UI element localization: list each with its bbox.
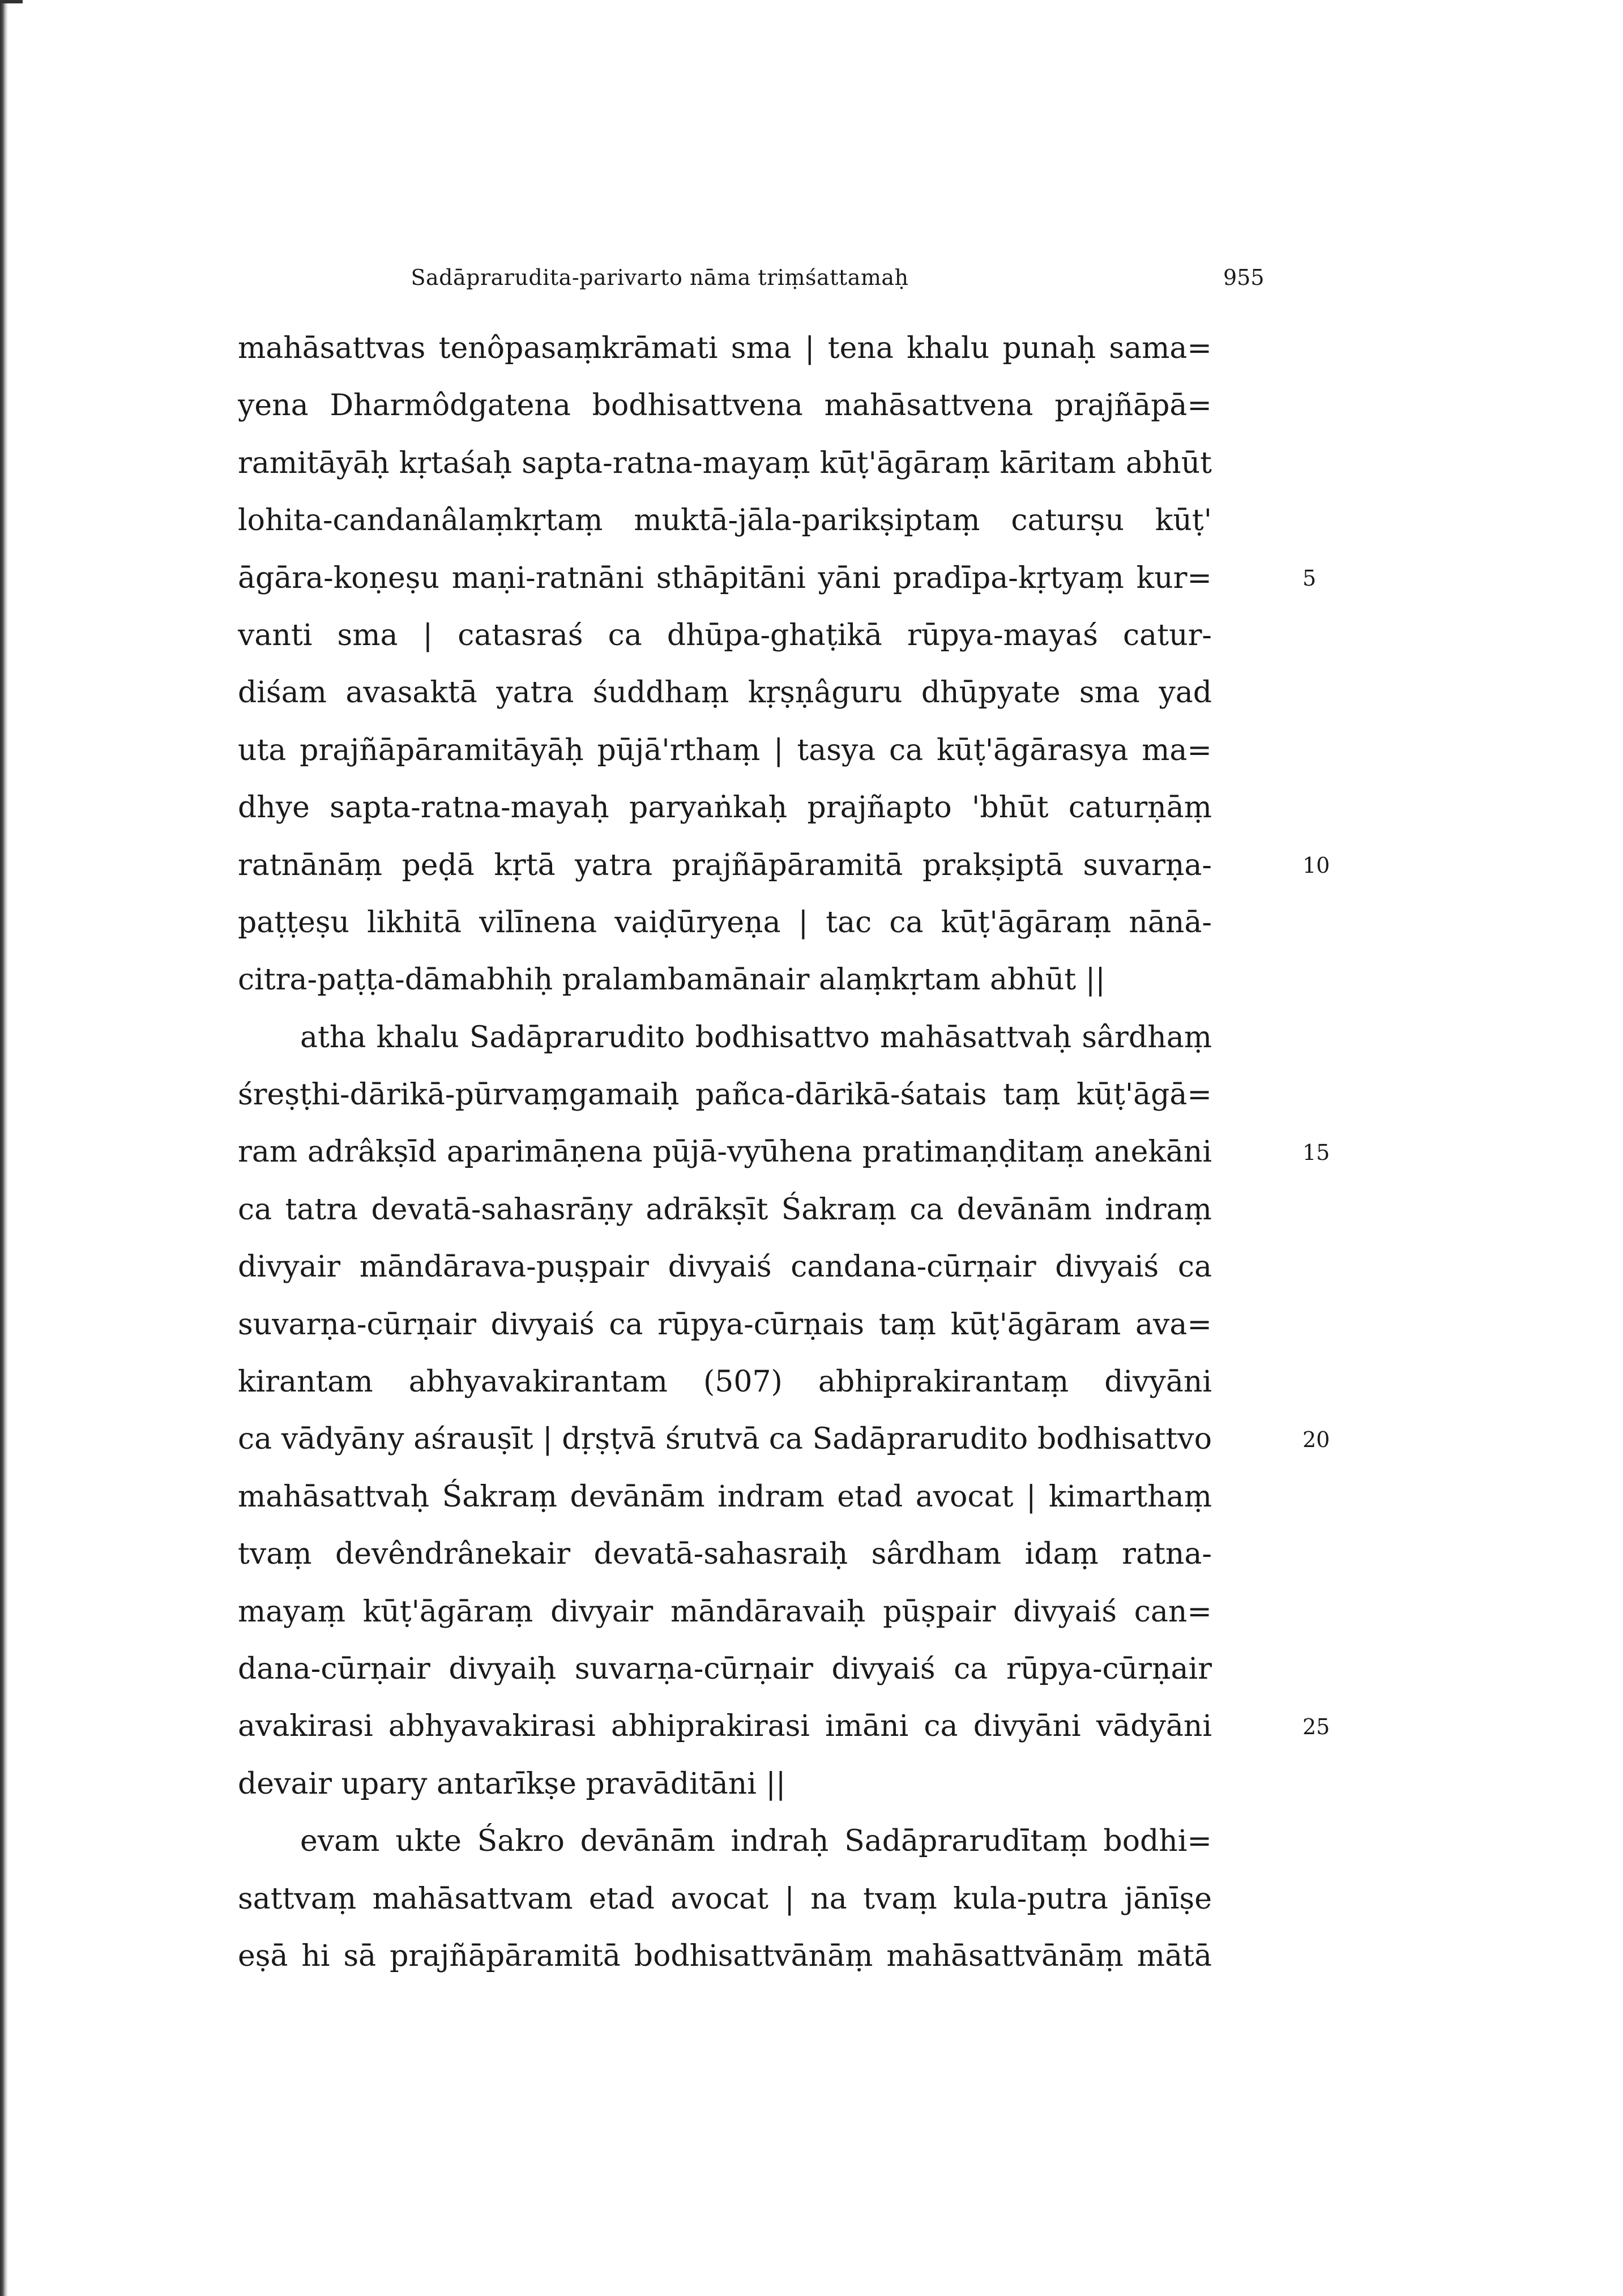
text-line: sattvaṃ mahāsattvam etad avocat | na tvaṃ kula-putra jānīṣe — [238, 1881, 1212, 1916]
text-line: ca tatra devatā-sahasrāṇy adrākṣīt Śakraṃ ca devānām indraṃ — [238, 1192, 1212, 1227]
text-line: ramitāyāḥ kṛtaśaḥ sapta-ratna-mayaṃ kūṭ'āgāraṃ kāritam abhūt — [238, 446, 1212, 480]
text-line: eṣā hi sā prajñāpāramitā bodhisattvānāṃ mahāsattvānāṃ mātā — [238, 1939, 1212, 1973]
text-line: mahāsattvas tenôpasaṃkrāmati sma | tena khalu punaḥ sama= — [238, 331, 1212, 365]
text-line: evam ukte Śakro devānām indraḥ Sadāprarudītaṃ bodhi= — [300, 1824, 1212, 1859]
text-line: avakirasi abhyavakirasi abhiprakirasi imāni ca divyāni vādyāni — [238, 1709, 1212, 1744]
text-line: atha khalu Sadāprarudito bodhisattvo mahāsattvaḥ sârdhaṃ — [300, 1020, 1212, 1055]
text-line: śreṣṭhi-dārikā-pūrvaṃgamaiḥ pañca-dārikā-śatais taṃ kūṭ'āgā= — [238, 1078, 1212, 1112]
text-line: devair upary antarīkṣe pravāditāni || — [238, 1766, 786, 1801]
text-line: suvarṇa-cūrṇair divyaiś ca rūpya-cūrṇais taṃ kūṭ'āgāram ava= — [238, 1307, 1212, 1342]
line-number-5: 5 — [1302, 565, 1317, 591]
binding-edge — [0, 0, 8, 2296]
text-line: ratnānāṃ peḍā kṛtā yatra prajñāpāramitā prakṣiptā suvarṇa- — [238, 848, 1212, 882]
line-number-10: 10 — [1302, 852, 1330, 878]
body-text — [238, 320, 1212, 1985]
text-line: lohita-candanâlaṃkṛtaṃ muktā-jāla-parikṣiptaṃ caturṣu kūṭ' — [238, 503, 1212, 538]
text-line: divyair māndārava-puṣpair divyaiś candana-cūrṇair divyaiś ca — [238, 1250, 1212, 1284]
text-line: kirantam abhyavakirantam (507) abhiprakirantaṃ divyāni — [238, 1365, 1212, 1399]
page-number: 955 — [1223, 265, 1265, 290]
text-line: ram adrâkṣīd aparimāṇena pūjā-vyūhena pratimaṇḍitaṃ anekāni — [238, 1135, 1212, 1170]
line-number-25: 25 — [1302, 1714, 1330, 1739]
text-line: diśam avasaktā yatra śuddhaṃ kṛṣṇâguru dhūpyate sma yad — [238, 676, 1212, 710]
text-line: uta prajñāpāramitāyāḥ pūjā'rthaṃ | tasya ca kūṭ'āgārasya ma= — [238, 733, 1212, 767]
text-line: dhye sapta-ratna-mayaḥ paryaṅkaḥ prajñapto 'bhūt caturṇāṃ — [238, 791, 1212, 825]
line-number-15: 15 — [1302, 1140, 1330, 1165]
text-line: tvaṃ devêndrânekair devatā-sahasraiḥ sârdham idaṃ ratna- — [238, 1537, 1212, 1572]
binding-mark — [0, 0, 23, 3]
text-line: mahāsattvaḥ Śakraṃ devānām indram etad avocat | kimarthaṃ — [238, 1479, 1212, 1514]
text-line: āgāra-koṇeṣu maṇi-ratnāni sthāpitāni yāni pradīpa-kṛtyaṃ kur= — [238, 561, 1212, 595]
text-line: mayaṃ kūṭ'āgāraṃ divyair māndāravaiḥ pūṣpair divyaiś can= — [238, 1594, 1212, 1629]
text-line: yena Dharmôdgatena bodhisattvena mahāsattvena prajñāpā= — [238, 389, 1212, 423]
text-line: dana-cūrṇair divyaiḥ suvarṇa-cūrṇair divyaiś ca rūpya-cūrṇair — [238, 1651, 1212, 1686]
text-line: ca vādyāny aśrauṣīt | dṛṣṭvā śrutvā ca Sadāprarudito bodhisattvo — [238, 1422, 1212, 1457]
running-title: Sadāprarudita-parivarto nāma triṃśattamaḥ — [411, 265, 909, 290]
text-line: citra-paṭṭa-dāmabhiḥ pralambamānair alaṃkṛtam abhūt || — [238, 963, 1105, 997]
text-line: vanti sma | catasraś ca dhūpa-ghaṭikā rūpya-mayaś catur- — [238, 618, 1212, 652]
text-line: paṭṭeṣu likhitā vilīnena vaiḍūryeṇa | tac ca kūṭ'āgāraṃ nānā- — [238, 905, 1212, 940]
line-number-20: 20 — [1302, 1427, 1330, 1452]
